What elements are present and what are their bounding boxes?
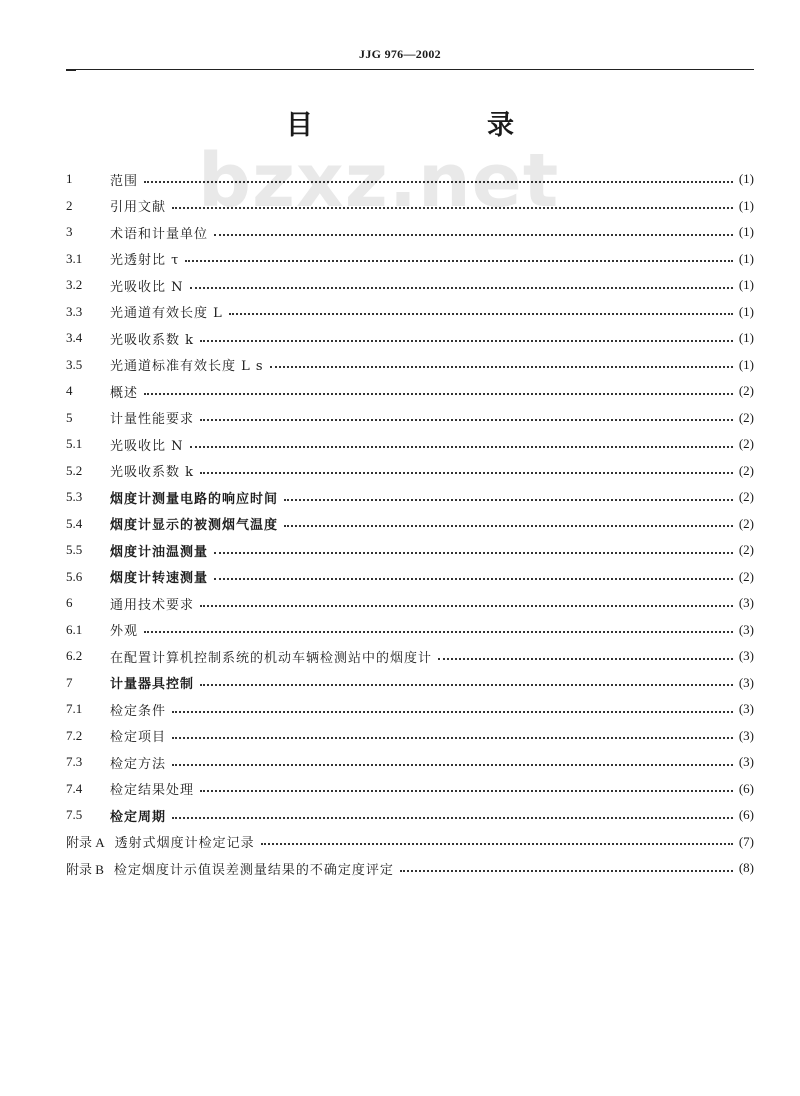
toc-entry-title: 烟度计油温测量 xyxy=(110,544,209,560)
toc-entry xyxy=(66,564,754,591)
toc-entry-page: (2) xyxy=(738,462,754,478)
toc-entry-number: 附录 A xyxy=(66,835,105,851)
toc-entry xyxy=(66,272,754,299)
toc-entry xyxy=(66,193,754,220)
toc-entry-title: 光吸收系数 k xyxy=(110,465,195,481)
toc-dot-leader xyxy=(214,233,733,236)
toc-entry-page: (1) xyxy=(738,303,754,319)
toc-entry-title: 检定方法 xyxy=(110,756,167,772)
toc-entry-number: 附录 B xyxy=(66,861,104,877)
toc-entry xyxy=(66,299,754,326)
toc-entry-page: (6) xyxy=(738,807,754,823)
toc-entry xyxy=(66,405,754,432)
toc-dot-leader xyxy=(190,445,733,448)
toc-dot-leader xyxy=(172,763,733,766)
toc-entry-page: (1) xyxy=(738,224,754,240)
toc-entry xyxy=(66,855,754,882)
toc-entry-title: 通用技术要求 xyxy=(110,597,195,613)
toc-dot-leader xyxy=(284,498,733,501)
toc-entry-title: 透射式烟度计检定记录 xyxy=(114,836,255,852)
header-rule xyxy=(66,69,754,70)
toc-entry-number: 7.5 xyxy=(66,807,83,823)
toc-dot-leader xyxy=(172,206,733,209)
toc-entry-number: 5.1 xyxy=(66,436,83,452)
toc-entry-title: 检定项目 xyxy=(110,730,167,746)
toc-dot-leader xyxy=(185,259,733,262)
toc-entry-number: 7 xyxy=(66,674,73,690)
toc-entry-page: (3) xyxy=(738,648,754,664)
toc-entry xyxy=(66,219,754,246)
toc-entry-title: 范围 xyxy=(110,173,139,189)
document-code: JJG 976—2002 xyxy=(359,47,441,61)
toc-entry-title: 光通道标准有效长度 L s xyxy=(110,359,264,375)
toc-entry-title: 烟度计显示的被测烟气温度 xyxy=(110,518,279,534)
toc-dot-leader xyxy=(200,683,733,686)
toc-entry-number: 5.4 xyxy=(66,515,83,531)
toc-entry-page: (1) xyxy=(738,356,754,372)
toc-dot-leader xyxy=(284,524,733,527)
toc-entry-number: 3.3 xyxy=(66,303,83,319)
header-rule-mark xyxy=(66,70,76,71)
toc-entry-page: (3) xyxy=(738,701,754,717)
toc-dot-leader xyxy=(214,577,733,580)
toc-entry-title: 检定结果处理 xyxy=(110,783,195,799)
toc-dot-leader xyxy=(200,418,733,421)
toc-entry-number: 5.3 xyxy=(66,489,83,505)
toc-entry xyxy=(66,246,754,273)
toc-dot-leader xyxy=(200,339,733,342)
toc-entry-title: 术语和计量单位 xyxy=(110,226,209,242)
toc-entry-title: 概述 xyxy=(110,385,139,401)
toc-dot-leader xyxy=(400,869,733,872)
toc-dot-leader xyxy=(270,365,733,368)
toc-entry xyxy=(66,458,754,485)
toc-entry-page: (2) xyxy=(738,383,754,399)
toc-dot-leader xyxy=(229,312,733,315)
toc-entry-page: (2) xyxy=(738,409,754,425)
toc-entry-title: 计量性能要求 xyxy=(110,412,195,428)
toc-dot-leader xyxy=(172,736,733,739)
toc-entry xyxy=(66,723,754,750)
toc-entry-title: 光透射比 τ xyxy=(110,253,180,269)
toc-entry xyxy=(66,802,754,829)
toc-entry-number: 6.1 xyxy=(66,621,83,637)
toc-entry xyxy=(66,670,754,697)
toc-entry xyxy=(66,696,754,723)
toc-entry-number: 1 xyxy=(66,171,73,187)
toc-entry-page: (3) xyxy=(738,621,754,637)
toc-entry-number: 3.2 xyxy=(66,277,83,293)
toc-entry-number: 4 xyxy=(66,383,73,399)
toc-dot-leader xyxy=(144,180,733,183)
toc-dot-leader xyxy=(200,604,733,607)
toc-entry-page: (7) xyxy=(738,833,754,849)
toc-entry-title: 检定周期 xyxy=(110,809,167,825)
toc-dot-leader xyxy=(144,630,733,633)
toc-dot-leader xyxy=(214,551,733,554)
toc-entry-title: 烟度计测量电路的响应时间 xyxy=(110,491,279,507)
toc-entry xyxy=(66,749,754,776)
toc-entry-number: 2 xyxy=(66,197,73,213)
toc-dot-leader xyxy=(261,842,733,845)
toc-entry-page: (2) xyxy=(738,489,754,505)
toc-entry xyxy=(66,166,754,193)
toc-entry-number: 7.2 xyxy=(66,727,83,743)
table-of-contents xyxy=(66,166,754,882)
toc-entry-page: (1) xyxy=(738,171,754,187)
toc-dot-leader xyxy=(172,816,733,819)
toc-dot-leader xyxy=(438,657,733,660)
toc-entry-title: 外观 xyxy=(110,624,139,640)
toc-entry-number: 7.3 xyxy=(66,754,83,770)
toc-entry xyxy=(66,352,754,379)
toc-entry-title: 在配置计算机控制系统的机动车辆检测站中的烟度计 xyxy=(110,650,433,666)
toc-entry xyxy=(66,484,754,511)
toc-dot-leader xyxy=(144,392,733,395)
toc-entry-page: (3) xyxy=(738,727,754,743)
toc-entry-title: 光通道有效长度 L xyxy=(110,306,223,322)
toc-entry-number: 5.2 xyxy=(66,462,83,478)
toc-entry-number: 6 xyxy=(66,595,73,611)
toc-entry xyxy=(66,590,754,617)
toc-entry-page: (2) xyxy=(738,542,754,558)
toc-entry-number: 3.4 xyxy=(66,330,83,346)
page-title: 目 录 xyxy=(286,110,554,141)
toc-entry-page: (3) xyxy=(738,754,754,770)
toc-entry-page: (3) xyxy=(738,674,754,690)
toc-entry-page: (8) xyxy=(738,860,754,876)
toc-entry-number: 7.4 xyxy=(66,780,83,796)
toc-entry-page: (2) xyxy=(738,436,754,452)
toc-dot-leader xyxy=(200,789,733,792)
toc-entry xyxy=(66,776,754,803)
toc-entry-number: 6.2 xyxy=(66,648,83,664)
toc-entry-page: (1) xyxy=(738,330,754,346)
toc-entry-number: 5.6 xyxy=(66,568,83,584)
toc-entry xyxy=(66,511,754,538)
toc-entry xyxy=(66,643,754,670)
toc-entry-title: 引用文献 xyxy=(110,200,167,216)
toc-entry xyxy=(66,378,754,405)
toc-entry-number: 3 xyxy=(66,224,73,240)
toc-entry-title: 计量器具控制 xyxy=(110,677,195,693)
toc-entry-title: 光吸收系数 k xyxy=(110,332,195,348)
toc-entry-page: (6) xyxy=(738,780,754,796)
toc-entry-number: 5 xyxy=(66,409,73,425)
toc-dot-leader xyxy=(200,471,733,474)
watermark-text: bzxz.net xyxy=(198,138,560,224)
toc-entry-title: 检定烟度计示值误差测量结果的不确定度评定 xyxy=(113,862,394,878)
toc-entry-page: (1) xyxy=(738,277,754,293)
toc-entry-number: 3.5 xyxy=(66,356,83,372)
toc-entry xyxy=(66,829,754,856)
toc-entry xyxy=(66,537,754,564)
toc-entry xyxy=(66,325,754,352)
toc-entry-title: 光吸收比 N xyxy=(110,438,184,454)
toc-entry-title: 烟度计转速测量 xyxy=(110,571,209,587)
toc-entry-number: 3.1 xyxy=(66,250,83,266)
toc-entry-page: (3) xyxy=(738,595,754,611)
toc-entry-number: 7.1 xyxy=(66,701,83,717)
toc-entry-page: (1) xyxy=(738,197,754,213)
toc-entry-page: (2) xyxy=(738,568,754,584)
toc-dot-leader xyxy=(190,286,733,289)
toc-entry-title: 光吸收比 N xyxy=(110,279,184,295)
toc-entry-page: (2) xyxy=(738,515,754,531)
toc-entry-title: 检定条件 xyxy=(110,703,167,719)
toc-dot-leader xyxy=(172,710,733,713)
toc-entry xyxy=(66,617,754,644)
toc-entry-page: (1) xyxy=(738,250,754,266)
toc-entry xyxy=(66,431,754,458)
toc-entry-number: 5.5 xyxy=(66,542,83,558)
